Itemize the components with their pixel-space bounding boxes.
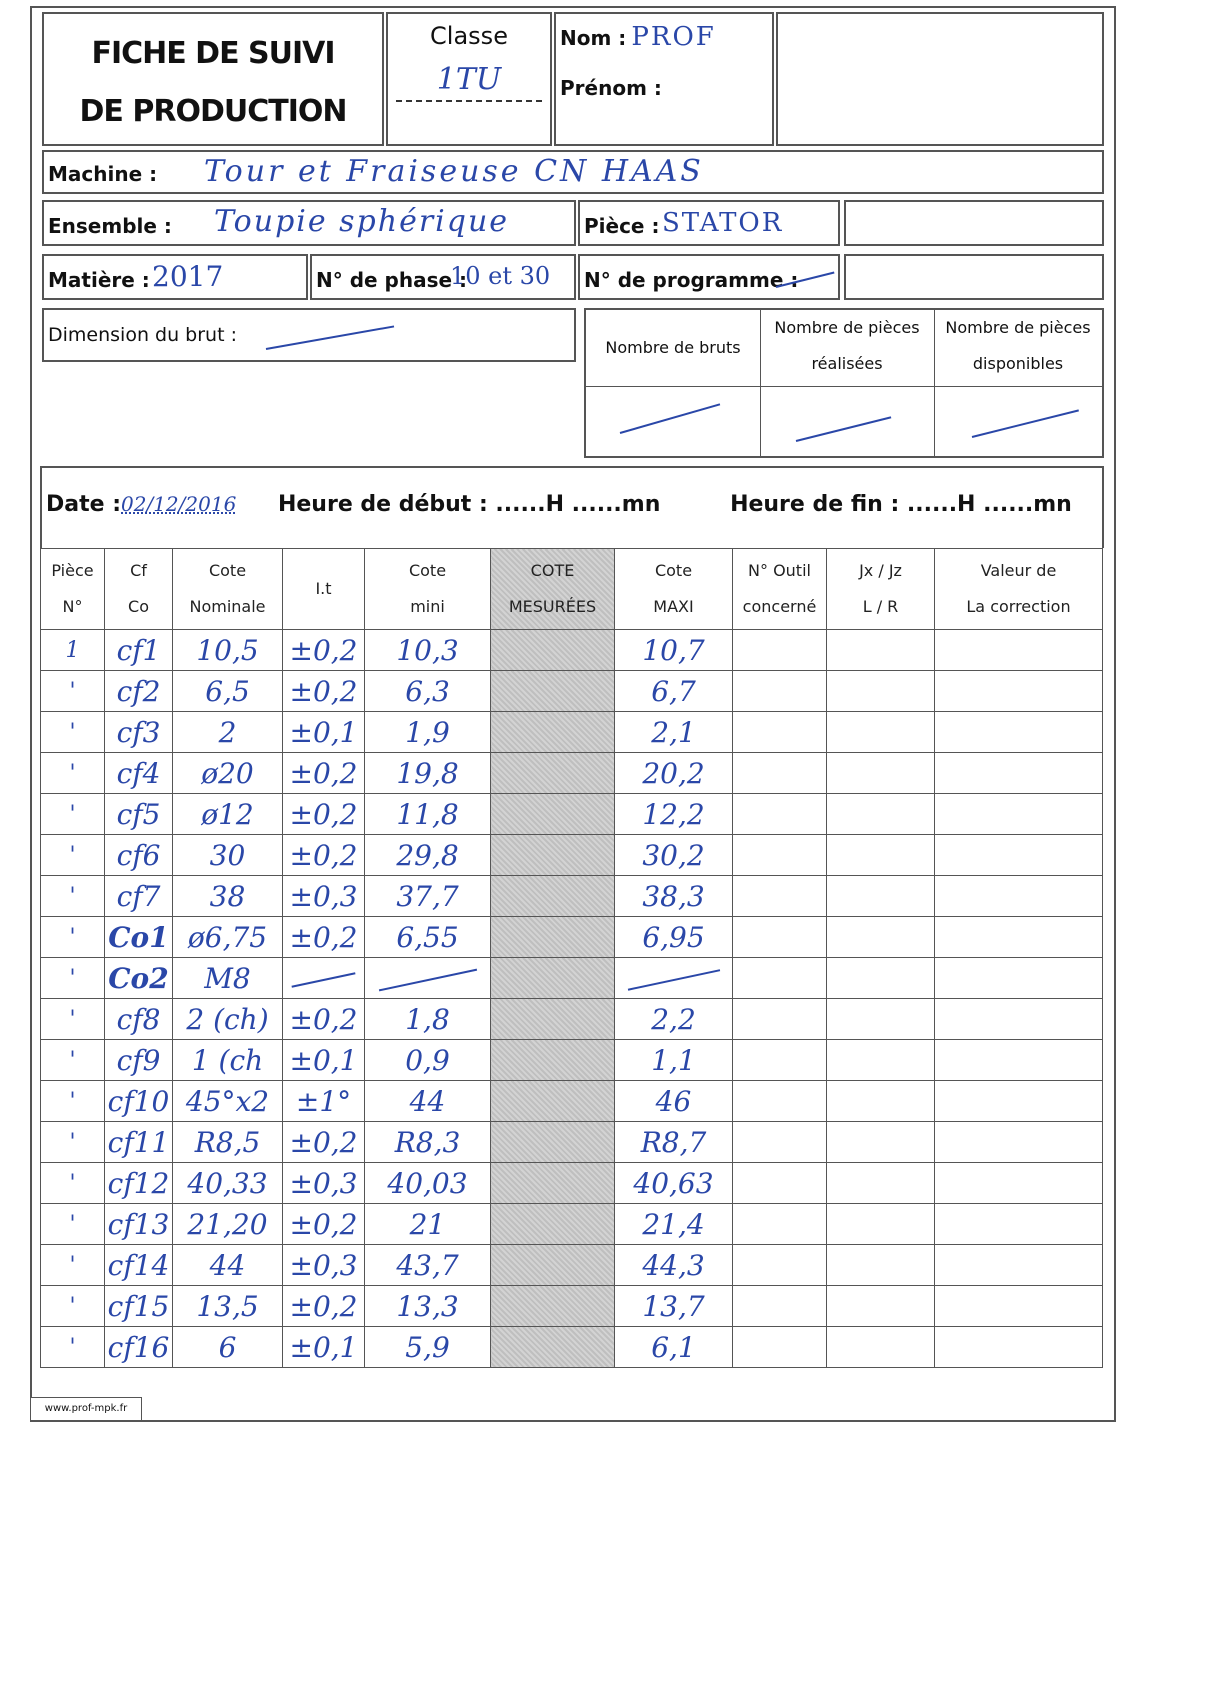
counts-value-disponibles — [934, 386, 1102, 456]
maxi-cell: 2,2 — [615, 999, 733, 1040]
measured-cell[interactable] — [491, 876, 615, 917]
bruts-label: Nombre de bruts — [605, 338, 741, 357]
mini-cell: 6,3 — [365, 671, 491, 712]
mini-cell: 43,7 — [365, 1245, 491, 1286]
empty-cell[interactable] — [935, 1245, 1103, 1286]
nominal-cell: 45°x2 — [173, 1081, 283, 1122]
not-applicable-dash — [292, 972, 356, 987]
piece-cell: ' — [41, 1163, 105, 1204]
empty-cell[interactable] — [733, 1204, 827, 1245]
nom-row — [560, 22, 716, 52]
counts-header-bruts — [586, 310, 761, 387]
mini-cell: 37,7 — [365, 876, 491, 917]
piece-cell: ' — [41, 712, 105, 753]
disponibles-label-2: disponibles — [972, 354, 1064, 373]
empty-cell[interactable] — [827, 1286, 935, 1327]
it-cell: ±0,3 — [283, 1245, 365, 1286]
mini-cell — [365, 958, 491, 999]
maxi-cell: 2,1 — [615, 712, 733, 753]
column-header-line-1: COTE — [530, 561, 575, 580]
nominal-cell: 40,33 — [173, 1163, 283, 1204]
empty-cell[interactable] — [827, 1081, 935, 1122]
empty-cell[interactable] — [733, 835, 827, 876]
maxi-cell: 38,3 — [615, 876, 733, 917]
it-cell: ±0,1 — [283, 712, 365, 753]
empty-cell[interactable] — [935, 671, 1103, 712]
title-line-2: DE PRODUCTION — [79, 94, 347, 129]
piece-box — [578, 200, 840, 246]
column-header — [615, 549, 733, 630]
column-header-line-2: L / R — [862, 597, 899, 616]
it-cell: ±0,2 — [283, 1204, 365, 1245]
cf-cell: Co1 — [105, 917, 173, 958]
disponibles-dash — [972, 409, 1079, 438]
maxi-cell: 20,2 — [615, 753, 733, 794]
mini-cell: R8,3 — [365, 1122, 491, 1163]
piece-cell: ' — [41, 753, 105, 794]
table-body — [41, 630, 1103, 1368]
empty-cell[interactable] — [827, 958, 935, 999]
piece-value: STATOR — [662, 208, 784, 238]
measured-cell[interactable] — [491, 1204, 615, 1245]
cf-cell: cf5 — [105, 794, 173, 835]
piece-label: Pièce : — [584, 214, 660, 238]
it-cell: ±1° — [283, 1081, 365, 1122]
mini-cell: 11,8 — [365, 794, 491, 835]
column-header-line-1: I.t — [315, 579, 332, 598]
it-cell: ±0,2 — [283, 917, 365, 958]
it-cell: ±0,2 — [283, 630, 365, 671]
nominal-cell: 30 — [173, 835, 283, 876]
mini-cell: 29,8 — [365, 835, 491, 876]
measured-cell[interactable] — [491, 794, 615, 835]
empty-cell[interactable] — [935, 917, 1103, 958]
cf-cell: cf15 — [105, 1286, 173, 1327]
empty-cell[interactable] — [733, 999, 827, 1040]
empty-cell[interactable] — [827, 917, 935, 958]
column-header-line-1: Cote — [654, 561, 693, 580]
nominal-cell: ø6,75 — [173, 917, 283, 958]
not-applicable-dash — [378, 969, 476, 992]
maxi-cell: 6,7 — [615, 671, 733, 712]
cf-cell: cf4 — [105, 753, 173, 794]
column-header-line-2: Co — [128, 597, 149, 616]
measured-cell[interactable] — [491, 671, 615, 712]
column-header-line-2: N° — [62, 597, 83, 616]
mini-cell: 13,3 — [365, 1286, 491, 1327]
column-header-line-2: concerné — [742, 597, 817, 616]
mini-cell: 10,3 — [365, 630, 491, 671]
timeline-row — [46, 492, 1072, 517]
maxi-cell: 40,63 — [615, 1163, 733, 1204]
maxi-cell: R8,7 — [615, 1122, 733, 1163]
ensemble-label: Ensemble : — [48, 214, 172, 238]
matiere-box — [42, 254, 308, 300]
table-row — [41, 671, 1103, 712]
measured-cell[interactable] — [491, 1163, 615, 1204]
column-header-line-2: MESURÉES — [508, 597, 597, 616]
it-cell: ±0,1 — [283, 1327, 365, 1368]
counts-value-realisees — [760, 386, 935, 456]
cf-cell: cf7 — [105, 876, 173, 917]
measured-cell[interactable] — [491, 630, 615, 671]
piece-cell: ' — [41, 1286, 105, 1327]
column-header — [935, 549, 1103, 630]
nom-box — [554, 12, 774, 146]
title-line-1: FICHE DE SUIVI — [91, 36, 335, 71]
empty-cell[interactable] — [935, 630, 1103, 671]
empty-cell[interactable] — [827, 876, 935, 917]
column-header-line-1: Jx / Jz — [859, 561, 902, 580]
it-cell: ±0,2 — [283, 999, 365, 1040]
empty-cell[interactable] — [935, 1286, 1103, 1327]
classe-box — [386, 12, 552, 146]
table-row — [41, 958, 1103, 999]
ensemble-box — [42, 200, 576, 246]
disponibles-label-1: Nombre de pièces — [945, 318, 1091, 337]
empty-cell[interactable] — [827, 630, 935, 671]
measurement-table — [40, 548, 1103, 1368]
it-cell: ±0,2 — [283, 1122, 365, 1163]
timeline-box — [40, 466, 1104, 548]
phase-value: 10 et 30 — [450, 262, 551, 290]
empty-cell[interactable] — [827, 712, 935, 753]
empty-cell[interactable] — [935, 1204, 1103, 1245]
measured-cell[interactable] — [491, 1245, 615, 1286]
piece-cell: ' — [41, 1040, 105, 1081]
machine-value: Tour et Fraiseuse CN HAAS — [204, 154, 704, 189]
counts-header-realisees — [760, 310, 935, 387]
table-row — [41, 1204, 1103, 1245]
empty-cell[interactable] — [935, 876, 1103, 917]
phase-box — [310, 254, 576, 300]
date-label: Date : — [46, 492, 122, 517]
nominal-cell: M8 — [173, 958, 283, 999]
mini-cell: 44 — [365, 1081, 491, 1122]
table-row — [41, 1122, 1103, 1163]
empty-cell[interactable] — [935, 835, 1103, 876]
it-cell: ±0,2 — [283, 671, 365, 712]
empty-cell[interactable] — [935, 1122, 1103, 1163]
empty-cell[interactable] — [935, 712, 1103, 753]
table-row — [41, 1163, 1103, 1204]
empty-cell[interactable] — [935, 999, 1103, 1040]
measured-cell[interactable] — [491, 1040, 615, 1081]
maxi-cell: 46 — [615, 1081, 733, 1122]
piece-cell: ' — [41, 835, 105, 876]
measured-cell[interactable] — [491, 1122, 615, 1163]
measured-cell[interactable] — [491, 712, 615, 753]
table-row — [41, 1245, 1103, 1286]
column-header-line-1: Valeur de — [980, 561, 1057, 580]
cf-cell: cf1 — [105, 630, 173, 671]
cf-cell: cf3 — [105, 712, 173, 753]
it-cell: ±0,2 — [283, 835, 365, 876]
table-row — [41, 917, 1103, 958]
empty-cell[interactable] — [935, 1163, 1103, 1204]
table-row — [41, 1286, 1103, 1327]
it-cell — [283, 958, 365, 999]
table-row — [41, 630, 1103, 671]
cf-cell: cf6 — [105, 835, 173, 876]
nominal-cell: ø20 — [173, 753, 283, 794]
empty-cell[interactable] — [935, 753, 1103, 794]
empty-cell[interactable] — [827, 1327, 935, 1368]
piece-cell: ' — [41, 1204, 105, 1245]
maxi-cell: 30,2 — [615, 835, 733, 876]
cf-cell: cf8 — [105, 999, 173, 1040]
classe-label: Classe — [430, 22, 508, 50]
cf-cell: cf2 — [105, 671, 173, 712]
classe-value: 1TU — [436, 62, 502, 97]
table-row — [41, 835, 1103, 876]
table-row — [41, 876, 1103, 917]
measured-cell[interactable] — [491, 999, 615, 1040]
cf-cell: cf16 — [105, 1327, 173, 1368]
cf-cell: Co2 — [105, 958, 173, 999]
prenom-label: Prénom : — [560, 76, 662, 100]
blank-box — [776, 12, 1104, 146]
bruts-dash — [620, 403, 721, 434]
empty-cell[interactable] — [827, 794, 935, 835]
column-header — [105, 549, 173, 630]
dimension-dash — [266, 325, 394, 350]
empty-cell[interactable] — [827, 1040, 935, 1081]
mini-cell: 40,03 — [365, 1163, 491, 1204]
nominal-cell: 44 — [173, 1245, 283, 1286]
it-cell: ±0,2 — [283, 794, 365, 835]
end-label: Heure de fin : ......H ......mn — [730, 492, 1072, 517]
column-header-line-2: MAXI — [653, 597, 694, 616]
column-header-line-1: Pièce — [51, 561, 94, 580]
empty-cell[interactable] — [733, 712, 827, 753]
nom-value: PROF — [631, 22, 716, 52]
empty-cell[interactable] — [733, 794, 827, 835]
piece-cell: ' — [41, 1122, 105, 1163]
table-header-row — [41, 549, 1103, 630]
piece-cell: ' — [41, 671, 105, 712]
table-row — [41, 753, 1103, 794]
empty-cell[interactable] — [827, 753, 935, 794]
measured-cell[interactable] — [491, 958, 615, 999]
empty-cell[interactable] — [733, 1163, 827, 1204]
mini-cell: 6,55 — [365, 917, 491, 958]
start-label: Heure de début : ......H ......mn — [277, 492, 661, 517]
it-cell: ±0,3 — [283, 1163, 365, 1204]
empty-cell[interactable] — [827, 671, 935, 712]
empty-cell[interactable] — [733, 671, 827, 712]
table-row — [41, 1040, 1103, 1081]
maxi-cell: 12,2 — [615, 794, 733, 835]
empty-cell[interactable] — [827, 1245, 935, 1286]
realisees-label-1: Nombre de pièces — [774, 318, 920, 337]
empty-cell[interactable] — [733, 958, 827, 999]
empty-cell[interactable] — [733, 753, 827, 794]
footer-url: www.prof-mpk.fr — [30, 1397, 142, 1421]
machine-label: Machine : — [48, 162, 158, 186]
nom-label: Nom : — [560, 26, 627, 50]
mini-cell: 1,8 — [365, 999, 491, 1040]
table-row — [41, 999, 1103, 1040]
empty-cell[interactable] — [935, 958, 1103, 999]
date-value: 02/12/2016 — [121, 492, 237, 516]
nominal-cell: 10,5 — [173, 630, 283, 671]
cf-cell: cf11 — [105, 1122, 173, 1163]
title-box — [42, 12, 384, 146]
column-header — [365, 549, 491, 630]
piece-cell: ' — [41, 794, 105, 835]
empty-cell[interactable] — [935, 1327, 1103, 1368]
column-header — [283, 549, 365, 630]
programme-label: N° de programme : — [584, 268, 799, 292]
piece-cell: ' — [41, 999, 105, 1040]
column-header — [733, 549, 827, 630]
maxi-cell: 21,4 — [615, 1204, 733, 1245]
cf-cell: cf13 — [105, 1204, 173, 1245]
column-header-line-1: Cf — [130, 561, 147, 580]
column-header-line-1: Cote — [408, 561, 447, 580]
nominal-cell: 2 (ch) — [173, 999, 283, 1040]
empty-cell[interactable] — [733, 1327, 827, 1368]
table-row — [41, 794, 1103, 835]
maxi-cell: 1,1 — [615, 1040, 733, 1081]
cf-cell: cf10 — [105, 1081, 173, 1122]
empty-cell[interactable] — [733, 1286, 827, 1327]
measured-cell[interactable] — [491, 1081, 615, 1122]
nominal-cell: ø12 — [173, 794, 283, 835]
column-header — [173, 549, 283, 630]
dimension-box — [42, 308, 576, 362]
piece-cell: ' — [41, 1245, 105, 1286]
column-header — [827, 549, 935, 630]
empty-cell[interactable] — [733, 876, 827, 917]
piece-cell: ' — [41, 876, 105, 917]
cf-cell: cf12 — [105, 1163, 173, 1204]
empty-cell[interactable] — [827, 1122, 935, 1163]
programme-box — [578, 254, 840, 300]
nominal-cell: 21,20 — [173, 1204, 283, 1245]
it-cell: ±0,2 — [283, 753, 365, 794]
measured-cell[interactable] — [491, 1286, 615, 1327]
matiere-value: 2017 — [152, 260, 224, 293]
mini-cell: 1,9 — [365, 712, 491, 753]
maxi-cell: 44,3 — [615, 1245, 733, 1286]
dimension-label: Dimension du brut : — [48, 324, 237, 346]
piece-cell: ' — [41, 1327, 105, 1368]
maxi-cell: 6,95 — [615, 917, 733, 958]
maxi-cell — [615, 958, 733, 999]
counts-value-bruts — [586, 386, 761, 456]
maxi-cell: 10,7 — [615, 630, 733, 671]
column-header-line-2: La correction — [966, 597, 1071, 616]
counts-header-disponibles — [934, 310, 1102, 387]
classe-underline — [396, 100, 542, 102]
nominal-cell: 6,5 — [173, 671, 283, 712]
piece-cell: ' — [41, 1081, 105, 1122]
it-cell: ±0,1 — [283, 1040, 365, 1081]
nominal-cell: 13,5 — [173, 1286, 283, 1327]
piece-cell: ' — [41, 917, 105, 958]
piece-cell: 1 — [41, 630, 105, 671]
measured-cell[interactable] — [491, 1327, 615, 1368]
it-cell: ±0,2 — [283, 1286, 365, 1327]
it-cell: ±0,3 — [283, 876, 365, 917]
maxi-cell: 13,7 — [615, 1286, 733, 1327]
table-row — [41, 712, 1103, 753]
column-header — [491, 549, 615, 630]
column-header — [41, 549, 105, 630]
counts-box — [584, 308, 1104, 458]
column-header-line-1: N° Outil — [748, 561, 811, 580]
machine-row — [42, 150, 1104, 194]
column-header-line-1: Cote — [208, 561, 247, 580]
matiere-blank-box — [844, 254, 1104, 300]
maxi-cell: 6,1 — [615, 1327, 733, 1368]
empty-cell[interactable] — [827, 999, 935, 1040]
table-row — [41, 1081, 1103, 1122]
piece-cell: ' — [41, 958, 105, 999]
realisees-dash — [796, 416, 892, 442]
empty-cell[interactable] — [733, 1245, 827, 1286]
column-header-line-2: Nominale — [189, 597, 266, 616]
empty-cell[interactable] — [733, 1081, 827, 1122]
mini-cell: 19,8 — [365, 753, 491, 794]
empty-cell[interactable] — [827, 1163, 935, 1204]
empty-cell[interactable] — [733, 1122, 827, 1163]
nominal-cell: 6 — [173, 1327, 283, 1368]
empty-cell[interactable] — [827, 835, 935, 876]
phase-label: N° de phase : — [316, 268, 468, 292]
nominal-cell: 2 — [173, 712, 283, 753]
measured-cell[interactable] — [491, 917, 615, 958]
cf-cell: cf14 — [105, 1245, 173, 1286]
cf-cell: cf9 — [105, 1040, 173, 1081]
matiere-label: Matière : — [48, 268, 150, 292]
empty-cell[interactable] — [935, 1040, 1103, 1081]
table-row — [41, 1327, 1103, 1368]
nominal-cell: 1 (ch — [173, 1040, 283, 1081]
ensemble-blank-box — [844, 200, 1104, 246]
ensemble-value: Toupie sphérique — [214, 204, 510, 239]
empty-cell[interactable] — [935, 794, 1103, 835]
not-applicable-dash — [628, 969, 720, 990]
measured-cell[interactable] — [491, 753, 615, 794]
empty-cell[interactable] — [935, 1081, 1103, 1122]
column-header-line-2: mini — [410, 597, 445, 616]
mini-cell: 21 — [365, 1204, 491, 1245]
mini-cell: 0,9 — [365, 1040, 491, 1081]
empty-cell[interactable] — [733, 630, 827, 671]
empty-cell[interactable] — [733, 917, 827, 958]
nominal-cell: R8,5 — [173, 1122, 283, 1163]
realisees-label-2: réalisées — [811, 354, 883, 373]
mini-cell: 5,9 — [365, 1327, 491, 1368]
empty-cell[interactable] — [827, 1204, 935, 1245]
measured-cell[interactable] — [491, 835, 615, 876]
nominal-cell: 38 — [173, 876, 283, 917]
empty-cell[interactable] — [733, 1040, 827, 1081]
